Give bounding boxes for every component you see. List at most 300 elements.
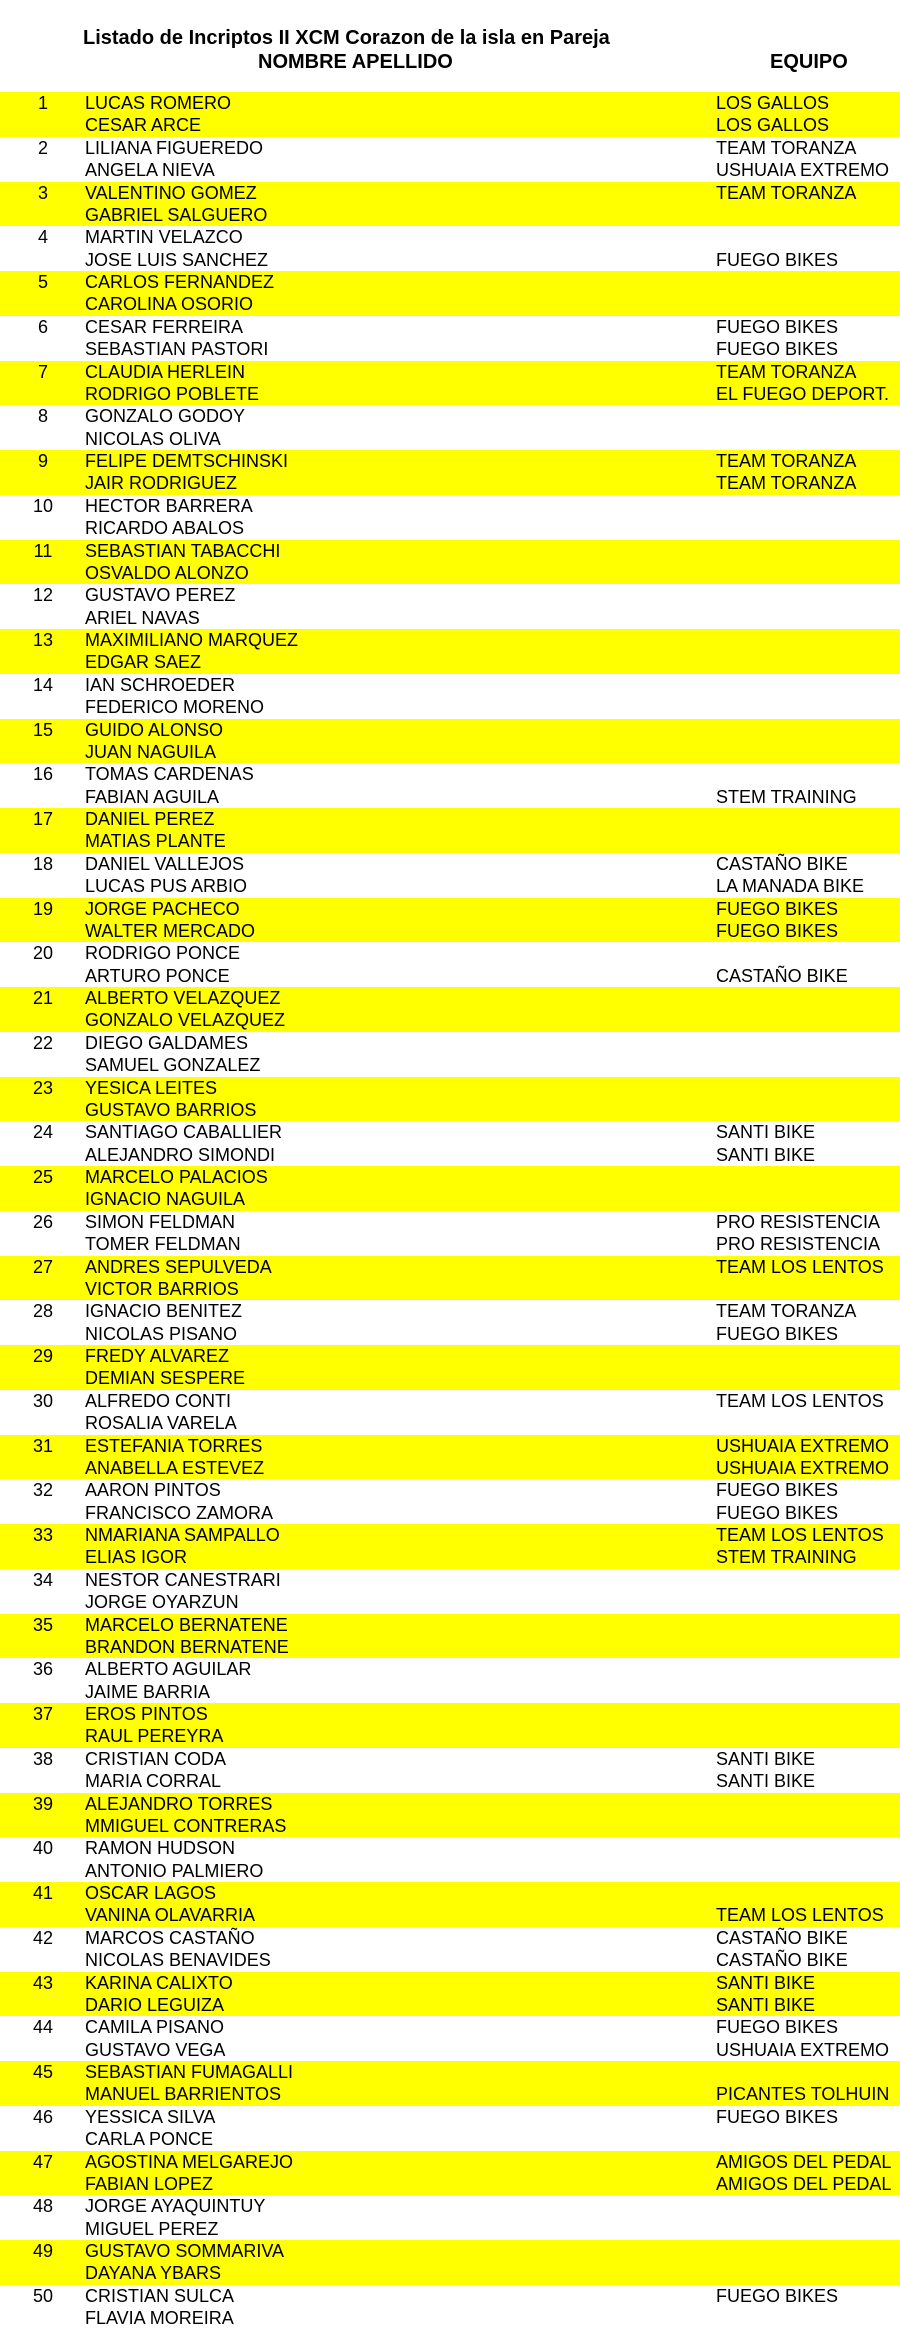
rider-name: LILIANA FIGUEREDO <box>85 137 264 158</box>
pair-number: 20 <box>32 943 54 964</box>
pair-number: 13 <box>32 630 54 650</box>
rider-team: TEAM LOS LENTOS <box>716 1525 884 1545</box>
rider-team: LOS GALLOS <box>716 115 830 136</box>
rider-name: IGNACIO NAGUILA <box>85 1189 246 1210</box>
rider-team: USHUAIA EXTREMO <box>716 1435 890 1456</box>
rider-team: CASTAÑO BIKE <box>716 853 848 874</box>
rider-name: CARLA PONCE <box>85 2129 214 2150</box>
rider-line-1 <box>0 1077 900 1099</box>
rider-line-2 <box>0 1546 900 1568</box>
pair-number: 39 <box>32 1793 54 1814</box>
pair-row <box>0 629 900 674</box>
pair-number: 42 <box>32 1927 54 1948</box>
pair-number: 14 <box>32 674 54 695</box>
rider-name: FABIAN AGUILA <box>85 786 220 807</box>
pair-row <box>0 674 900 719</box>
pair-number: 30 <box>32 1390 54 1411</box>
pair-row <box>0 1793 900 1838</box>
pair-row <box>0 1748 900 1793</box>
rider-name: SAMUEL GONZALEZ <box>85 1055 261 1076</box>
rider-team: TEAM LOS LENTOS <box>716 1905 884 1926</box>
rider-team: TEAM TORANZA <box>716 137 857 158</box>
pair-row <box>0 1211 900 1256</box>
rider-name: NICOLAS OLIVA <box>85 428 221 449</box>
pair-row <box>0 1703 900 1748</box>
rider-team: USHUAIA EXTREMO <box>716 1457 890 1478</box>
pair-number: 48 <box>32 2196 54 2217</box>
rider-name: CAROLINA OSORIO <box>85 294 254 315</box>
rider-line-1 <box>0 853 900 875</box>
rider-team: SANTI BIKE <box>716 1994 816 2015</box>
rider-team: AMIGOS DEL PEDAL <box>716 2151 892 2172</box>
rider-name: JAIR RODRIGUEZ <box>85 473 238 494</box>
rider-team: TEAM TORANZA <box>716 182 857 203</box>
header-team-column: EQUIPO <box>770 51 848 73</box>
rider-line-2 <box>0 786 900 808</box>
pair-number: 43 <box>32 1972 54 1993</box>
pair-number: 12 <box>32 585 54 606</box>
rider-line-2 <box>0 338 900 360</box>
rider-line-1 <box>0 2016 900 2038</box>
rider-line-2 <box>0 159 900 181</box>
rider-team: SANTI BIKE <box>716 1144 816 1165</box>
rider-team: EL FUEGO DEPORT. <box>716 383 890 404</box>
pair-row <box>0 1524 900 1569</box>
pair-row <box>0 540 900 585</box>
rider-name: FLAVIA MOREIRA <box>85 2308 234 2329</box>
rider-team: TEAM TORANZA <box>716 473 857 494</box>
rider-line-2 <box>0 1457 900 1479</box>
rider-line-1 <box>0 2240 900 2262</box>
pair-number: 40 <box>32 1838 54 1859</box>
pair-row <box>0 853 900 898</box>
pair-number: 2 <box>37 137 48 158</box>
rider-name: OSVALDO ALONZO <box>85 562 249 583</box>
pair-number: 16 <box>32 764 54 785</box>
rider-name: ROSALIA VARELA <box>85 1413 237 1434</box>
rider-line-1 <box>0 1345 900 1367</box>
pair-row <box>0 1121 900 1166</box>
rider-name: CAMILA PISANO <box>85 2017 225 2038</box>
rider-line-1 <box>0 1793 900 1815</box>
rider-line-1 <box>0 137 900 159</box>
pair-row <box>0 2061 900 2106</box>
rider-line-2 <box>0 1949 900 1971</box>
pair-number: 27 <box>32 1256 54 1277</box>
rider-name: ARTURO PONCE <box>85 965 230 986</box>
rider-line-2 <box>0 114 900 136</box>
rider-name: JORGE PACHECO <box>85 898 240 919</box>
rider-name: MMIGUEL CONTRERAS <box>85 1815 287 1836</box>
rider-line-2 <box>0 607 900 629</box>
rider-team: STEM TRAINING <box>716 1547 857 1568</box>
rider-name: CRISTIAN SULCA <box>85 2285 235 2306</box>
rider-team: CASTAÑO BIKE <box>716 1950 848 1971</box>
pair-row <box>0 271 900 316</box>
rider-name: NESTOR CANESTRARI <box>85 1569 281 1590</box>
pair-number: 50 <box>32 2285 54 2306</box>
rider-line-1 <box>0 987 900 1009</box>
pair-number: 3 <box>37 182 48 203</box>
pair-row <box>0 1972 900 2017</box>
rider-name: ANABELLA ESTEVEZ <box>85 1457 265 1478</box>
pair-row <box>0 942 900 987</box>
rider-line-1 <box>0 2151 900 2173</box>
rider-line-2 <box>0 1054 900 1076</box>
pair-row <box>0 1882 900 1927</box>
rider-name: CRISTIAN CODA <box>85 1748 227 1769</box>
pair-row <box>0 182 900 227</box>
rider-name: ALEJANDRO SIMONDI <box>85 1144 276 1165</box>
pair-number: 32 <box>32 1480 54 1501</box>
pair-row <box>0 1479 900 1524</box>
rider-name: ELIAS IGOR <box>85 1547 188 1568</box>
rider-name: AGOSTINA MELGAREJO <box>85 2151 294 2172</box>
rider-line-2 <box>0 2083 900 2105</box>
rider-name: KARINA CALIXTO <box>85 1972 233 1993</box>
rider-name: SIMON FELDMAN <box>85 1211 236 1232</box>
rider-team: STEM TRAINING <box>716 786 857 807</box>
rider-line-1 <box>0 629 900 651</box>
rider-name: MATIAS PLANTE <box>85 831 226 852</box>
rider-team: PICANTES TOLHUIN <box>716 2084 890 2105</box>
rider-name: IGNACIO BENITEZ <box>85 1301 243 1322</box>
pair-row <box>0 137 900 182</box>
pair-row <box>0 1435 900 1480</box>
rider-name: HECTOR BARRERA <box>85 495 253 516</box>
rider-name: RICARDO ABALOS <box>85 518 245 539</box>
rider-name: DAYANA YBARS <box>85 2263 222 2284</box>
rider-name: SANTIAGO CABALLIER <box>85 1122 283 1143</box>
rider-name: EDGAR SAEZ <box>85 652 202 673</box>
rider-name: DEMIAN SESPERE <box>85 1368 246 1389</box>
rider-name: JUAN NAGUILA <box>85 741 217 762</box>
rider-name: GUIDO ALONSO <box>85 719 224 740</box>
rider-name: MAXIMILIANO MARQUEZ <box>85 630 299 650</box>
rider-line-1 <box>0 719 900 741</box>
rider-team: SANTI BIKE <box>716 1748 816 1769</box>
rider-line-1 <box>0 942 900 964</box>
rider-name: VALENTINO GOMEZ <box>85 182 257 203</box>
rider-team: USHUAIA EXTREMO <box>716 2039 890 2060</box>
rider-line-1 <box>0 1166 900 1188</box>
pair-row <box>0 361 900 406</box>
pair-number: 4 <box>37 227 48 248</box>
rider-line-1 <box>0 1211 900 1233</box>
rider-name: ESTEFANIA TORRES <box>85 1435 263 1456</box>
rider-line-2 <box>0 1591 900 1613</box>
rider-line-1 <box>0 405 900 427</box>
rider-name: FABIAN LOPEZ <box>85 2173 214 2194</box>
rider-line-1 <box>0 1658 900 1680</box>
rider-line-1 <box>0 226 900 248</box>
rider-line-1 <box>0 450 900 472</box>
rider-name: ANGELA NIEVA <box>85 160 215 181</box>
rider-name: JOSE LUIS SANCHEZ <box>85 249 269 270</box>
rider-line-1 <box>0 540 900 562</box>
rider-line-1 <box>0 1882 900 1904</box>
rider-line-1 <box>0 1121 900 1143</box>
pair-row <box>0 719 900 764</box>
rider-line-2 <box>0 2173 900 2195</box>
rider-line-1 <box>0 1300 900 1322</box>
pair-number: 26 <box>32 1211 54 1232</box>
pair-number: 41 <box>32 1883 54 1903</box>
rider-line-2 <box>0 2262 900 2284</box>
rider-line-2 <box>0 1681 900 1703</box>
rider-name: GUSTAVO PEREZ <box>85 585 236 606</box>
rider-name: ARIEL NAVAS <box>85 607 200 628</box>
rider-name: RODRIGO PONCE <box>85 943 241 964</box>
rider-name: FRANCISCO ZAMORA <box>85 1502 274 1523</box>
pair-row <box>0 584 900 629</box>
rider-line-1 <box>0 1972 900 1994</box>
rider-line-2 <box>0 1323 900 1345</box>
rider-name: MANUEL BARRIENTOS <box>85 2084 282 2105</box>
pair-row <box>0 2151 900 2196</box>
rider-team: LA MANADA BIKE <box>716 876 865 897</box>
rider-name: MARIA CORRAL <box>85 1771 222 1792</box>
rider-line-1 <box>0 1479 900 1501</box>
rider-line-2 <box>0 472 900 494</box>
rider-line-1 <box>0 495 900 517</box>
pair-number: 29 <box>32 1346 54 1366</box>
rider-name: RAUL PEREYRA <box>85 1726 224 1747</box>
rider-name: SEBASTIAN PASTORI <box>85 339 269 360</box>
pair-row <box>0 1077 900 1122</box>
rider-line-1 <box>0 316 900 338</box>
rider-name: ALBERTO AGUILAR <box>85 1659 252 1680</box>
pair-number: 8 <box>37 406 48 427</box>
rider-name: GUSTAVO VEGA <box>85 2039 226 2060</box>
pair-number: 21 <box>32 988 54 1008</box>
rider-line-1 <box>0 182 900 204</box>
rider-team: FUEGO BIKES <box>716 1502 839 1523</box>
rider-name: FELIPE DEMTSCHINSKI <box>85 451 289 471</box>
pair-number: 46 <box>32 2106 54 2127</box>
rider-line-2 <box>0 965 900 987</box>
rider-line-2 <box>0 875 900 897</box>
pair-row <box>0 1032 900 1077</box>
rider-team: TEAM TORANZA <box>716 361 857 382</box>
rider-line-2 <box>0 1770 900 1792</box>
rider-line-2 <box>0 1099 900 1121</box>
rider-line-1 <box>0 1524 900 1546</box>
rider-team: FUEGO BIKES <box>716 2017 839 2038</box>
rider-team: FUEGO BIKES <box>716 339 839 360</box>
rider-name: GABRIEL SALGUERO <box>85 204 268 225</box>
rider-team: FUEGO BIKES <box>716 316 839 337</box>
rider-name: AARON PINTOS <box>85 1480 221 1501</box>
rider-name: CLAUDIA HERLEIN <box>85 361 246 382</box>
pair-number: 11 <box>33 540 53 561</box>
pair-number: 35 <box>32 1614 54 1635</box>
rider-name: GONZALO VELAZQUEZ <box>85 1010 286 1031</box>
rider-line-2 <box>0 920 900 942</box>
rider-name: SEBASTIAN TABACCHI <box>85 540 281 561</box>
rider-name: VANINA OLAVARRIA <box>85 1905 256 1926</box>
rider-line-2 <box>0 428 900 450</box>
pair-number: 33 <box>32 1525 54 1545</box>
rider-line-1 <box>0 1032 900 1054</box>
rider-line-1 <box>0 1927 900 1949</box>
pair-row <box>0 2016 900 2061</box>
rider-team: AMIGOS DEL PEDAL <box>716 2173 892 2194</box>
rider-name: LUCAS ROMERO <box>85 93 232 113</box>
pair-number: 31 <box>32 1435 54 1456</box>
pair-number: 15 <box>32 719 54 740</box>
rider-name: MARCELO BERNATENE <box>85 1614 288 1635</box>
rider-line-1 <box>0 1837 900 1859</box>
pair-row <box>0 1837 900 1882</box>
pair-number: 18 <box>32 853 54 874</box>
rider-line-2 <box>0 651 900 673</box>
rider-line-1 <box>0 584 900 606</box>
rider-team: SANTI BIKE <box>716 1771 816 1792</box>
rider-team: CASTAÑO BIKE <box>716 965 848 986</box>
rider-team: SANTI BIKE <box>716 1122 816 1143</box>
pair-number: 34 <box>32 1569 54 1590</box>
rider-name: MARTIN VELAZCO <box>85 227 243 248</box>
rider-team: FUEGO BIKES <box>716 1323 839 1344</box>
rider-name: BRANDON BERNATENE <box>85 1636 289 1657</box>
rider-name: CARLOS FERNANDEZ <box>85 272 275 292</box>
rider-name: CESAR FERREIRA <box>85 316 244 337</box>
rider-name: JORGE AYAQUINTUY <box>85 2196 266 2217</box>
rider-line-2 <box>0 204 900 226</box>
rider-line-2 <box>0 1233 900 1255</box>
pair-row <box>0 405 900 450</box>
pair-number: 45 <box>32 2062 54 2082</box>
rider-line-1 <box>0 1614 900 1636</box>
rider-line-2 <box>0 249 900 271</box>
rider-line-2 <box>0 2307 900 2329</box>
rider-name: ALFREDO CONTI <box>85 1390 232 1411</box>
pair-number: 24 <box>32 1122 54 1143</box>
rider-line-2 <box>0 1367 900 1389</box>
rider-line-2 <box>0 696 900 718</box>
rider-line-2 <box>0 517 900 539</box>
rider-line-2 <box>0 383 900 405</box>
pair-row <box>0 898 900 943</box>
rider-name: ANDRES SEPULVEDA <box>85 1256 272 1277</box>
pair-number: 38 <box>32 1748 54 1769</box>
pair-number: 5 <box>37 272 48 292</box>
rider-team: FUEGO BIKES <box>716 249 839 270</box>
rider-line-1 <box>0 361 900 383</box>
rider-line-2 <box>0 2039 900 2061</box>
rider-line-2 <box>0 1994 900 2016</box>
pair-row <box>0 2195 900 2240</box>
rider-team: USHUAIA EXTREMO <box>716 160 890 181</box>
rider-team: TEAM TORANZA <box>716 1301 857 1322</box>
rider-name: DANIEL PEREZ <box>85 809 215 829</box>
rider-line-1 <box>0 808 900 830</box>
pair-number: 9 <box>37 451 48 471</box>
pair-number: 17 <box>32 809 54 829</box>
pair-number: 44 <box>32 2017 54 2038</box>
rider-line-2 <box>0 293 900 315</box>
rider-name: TOMER FELDMAN <box>85 1234 241 1255</box>
rider-team: CASTAÑO BIKE <box>716 1927 848 1948</box>
rider-name: GUSTAVO SOMMARIVA <box>85 2241 285 2261</box>
rider-team: SANTI BIKE <box>716 1972 816 1993</box>
pair-number: 22 <box>32 1032 54 1053</box>
rider-team: FUEGO BIKES <box>716 898 839 919</box>
rider-line-1 <box>0 1703 900 1725</box>
pair-number: 28 <box>32 1301 54 1322</box>
pair-row <box>0 2106 900 2151</box>
pair-row <box>0 1300 900 1345</box>
rider-name: ALBERTO VELAZQUEZ <box>85 988 281 1008</box>
rider-name: JAIME BARRIA <box>85 1681 211 1702</box>
rider-team: TEAM LOS LENTOS <box>716 1390 884 1411</box>
pair-number: 37 <box>32 1704 54 1724</box>
rider-line-2 <box>0 1815 900 1837</box>
rider-name: EROS PINTOS <box>85 1704 208 1724</box>
rider-team: TEAM LOS LENTOS <box>716 1256 884 1277</box>
rider-line-1 <box>0 271 900 293</box>
rider-name: NICOLAS PISANO <box>85 1323 238 1344</box>
rider-name: SEBASTIAN FUMAGALLI <box>85 2062 294 2082</box>
rider-team: FUEGO BIKES <box>716 1480 839 1501</box>
rider-name: JORGE OYARZUN <box>85 1592 239 1613</box>
pair-row <box>0 763 900 808</box>
rider-line-2 <box>0 1904 900 1926</box>
rider-name: MARCELO PALACIOS <box>85 1167 268 1187</box>
rider-name: VICTOR BARRIOS <box>85 1278 239 1299</box>
rider-name: RODRIGO POBLETE <box>85 383 260 404</box>
rider-name: NMARIANA SAMPALLO <box>85 1525 280 1545</box>
pair-row <box>0 495 900 540</box>
pair-row <box>0 92 900 137</box>
registrants-list <box>0 92 900 2330</box>
pair-row <box>0 226 900 271</box>
rider-name: IAN SCHROEDER <box>85 674 236 695</box>
rider-line-2 <box>0 1636 900 1658</box>
rider-line-1 <box>0 1390 900 1412</box>
rider-line-2 <box>0 741 900 763</box>
rider-team: FUEGO BIKES <box>716 2285 839 2306</box>
pair-number: 36 <box>32 1659 54 1680</box>
rider-name: ALEJANDRO TORRES <box>85 1793 273 1814</box>
pair-row <box>0 1390 900 1435</box>
pair-row <box>0 1927 900 1972</box>
pair-number: 23 <box>32 1077 54 1098</box>
pair-number: 1 <box>37 93 48 113</box>
pair-row <box>0 987 900 1032</box>
rider-name: RAMON HUDSON <box>85 1838 236 1859</box>
rider-line-1 <box>0 898 900 920</box>
rider-team: FUEGO BIKES <box>716 920 839 941</box>
pair-row <box>0 2285 900 2330</box>
rider-line-1 <box>0 2061 900 2083</box>
pair-row <box>0 450 900 495</box>
rider-line-2 <box>0 2128 900 2150</box>
rider-line-1 <box>0 763 900 785</box>
rider-team: LOS GALLOS <box>716 93 830 113</box>
pair-row <box>0 1256 900 1301</box>
rider-name: GUSTAVO BARRIOS <box>85 1099 257 1120</box>
rider-name: OSCAR LAGOS <box>85 1883 217 1903</box>
rider-line-2 <box>0 1188 900 1210</box>
rider-name: YESSICA SILVA <box>85 2106 216 2127</box>
rider-line-1 <box>0 2195 900 2217</box>
rider-name: LUCAS PUS ARBIO <box>85 876 248 897</box>
rider-name: YESICA LEITES <box>85 1077 218 1098</box>
rider-line-2 <box>0 1009 900 1031</box>
rider-team: PRO RESISTENCIA <box>716 1211 881 1232</box>
